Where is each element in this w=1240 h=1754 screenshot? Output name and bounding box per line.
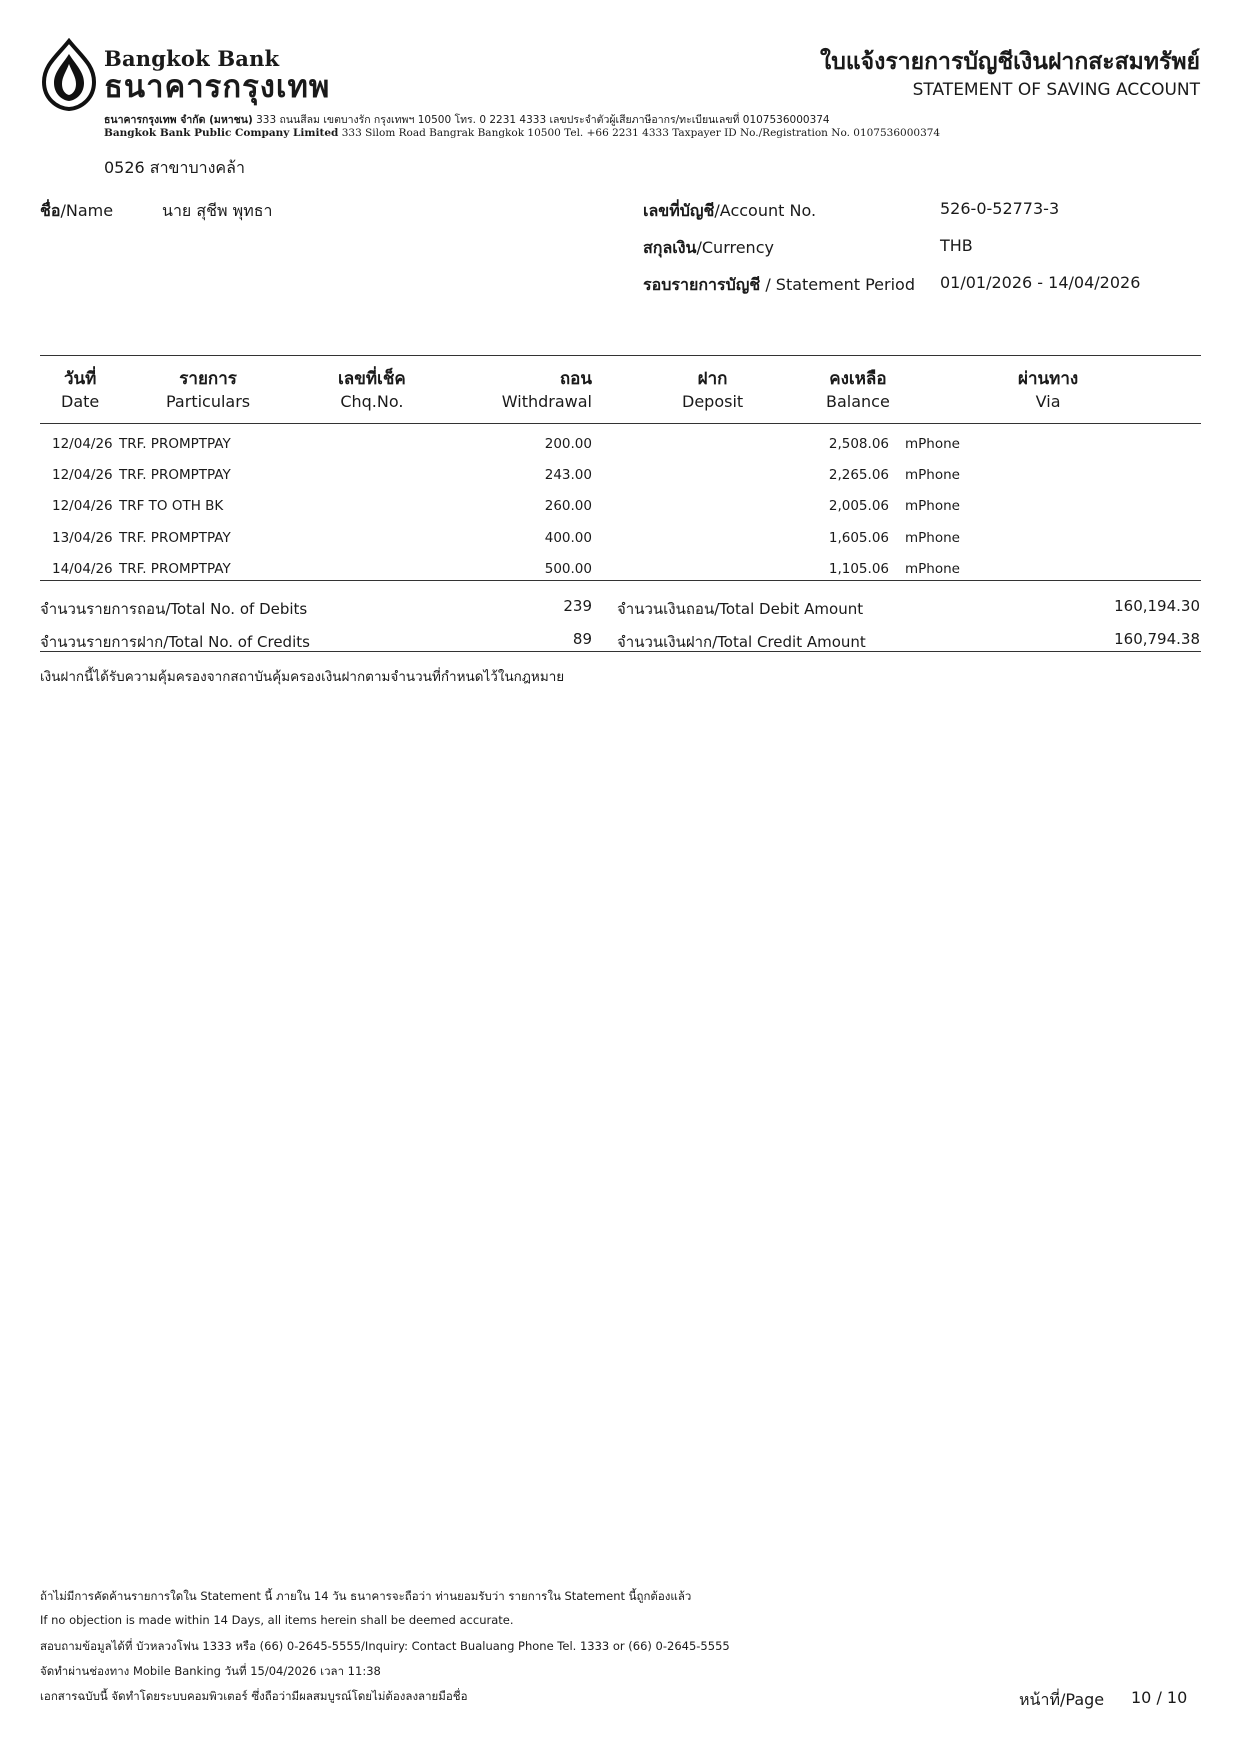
row-balance: 2,508.06 [828, 436, 889, 452]
company-name-en: Bangkok Bank Public Company Limited [104, 127, 339, 139]
statement-period-label [643, 273, 915, 298]
table-row [0, 467, 1240, 495]
column-header-date [61, 365, 99, 411]
lotus-logo-icon [40, 38, 98, 112]
column-header-balance-th: คงเหลือ [829, 369, 887, 389]
deposit-protection-note: เงินฝากนี้ได้รับความคุ้มครองจากสถาบันคุ้มครองเงินฝากตามจำนวนที่กำหนดไว้ในกฎหมาย [40, 669, 565, 685]
page-number: 10 / 10 [1131, 1688, 1188, 1707]
row-via: mPhone [905, 498, 960, 514]
name-label-en: /Name [60, 201, 114, 220]
column-header-cheque-en: Chq.No. [340, 392, 404, 411]
column-header-deposit-en: Deposit [682, 392, 744, 411]
company-address-th [104, 111, 830, 128]
row-particulars: TRF. PROMPTPAY [119, 530, 231, 546]
table-row [0, 530, 1240, 558]
footer-inquiry: สอบถามข้อมูลได้ที่ บัวหลวงโฟน 1333 หรือ (66) 0-2645-5555/Inquiry: Contact Bualuang Phone Tel. 1333 or (66) 0-2645-5555 [40, 1639, 730, 1653]
row-particulars: TRF TO OTH BK [119, 498, 224, 514]
total-credits-count: 89 [572, 630, 592, 648]
row-withdrawal: 500.00 [544, 561, 592, 577]
row-via: mPhone [905, 561, 960, 577]
table-top-rule [40, 355, 1201, 356]
column-header-withdrawal-en: Withdrawal [501, 392, 592, 411]
footer-objection-th: ถ้าไม่มีการคัดค้านรายการใดใน Statement นี้ ภายใน 14 วัน ธนาคารจะถือว่า ท่านยอมรับว่า รายการใน Statement นี้ถูกต้องแล้ว [40, 1589, 692, 1603]
column-header-date-en: Date [61, 392, 100, 411]
total-debits-count: 239 [563, 597, 592, 615]
account-number-label-en: /Account No. [714, 201, 817, 220]
column-header-withdrawal [502, 365, 592, 411]
company-name-th: ธนาคารกรุงเทพ จำกัด (มหาชน) [104, 114, 253, 126]
column-header-date-th: วันที่ [63, 369, 97, 389]
column-header-withdrawal-th: ถอน [559, 369, 592, 389]
name-label [40, 199, 113, 224]
total-credits-label: จำนวนรายการฝาก/Total No. of Credits [40, 633, 310, 651]
column-header-cheque-th: เลขที่เช็ค [338, 369, 406, 389]
address-en-text: 333 Silom Road Bangrak Bangkok 10500 Tel. +66 2231 4333 Taxpayer ID No./Registration No. 0107536000374 [341, 127, 941, 139]
footer-objection-en: If no objection is made within 14 Days, all items herein shall be deemed accurate. [40, 1613, 514, 1627]
table-row [0, 436, 1240, 464]
table-bottom-rule [40, 580, 1201, 581]
account-number-value: 526-0-52773-3 [940, 199, 1060, 218]
total-credit-amount-label: จำนวนเงินฝาก/Total Credit Amount [617, 633, 866, 651]
statement-title-en: STATEMENT OF SAVING ACCOUNT [912, 80, 1200, 100]
row-particulars: TRF. PROMPTPAY [119, 561, 231, 577]
statement-period-label-th: รอบรายการบัญชี [643, 275, 761, 294]
column-header-deposit-th: ฝาก [697, 369, 728, 389]
statement-title-th: ใบแจ้งรายการบัญชีเงินฝากสะสมทรัพย์ [820, 49, 1200, 75]
name-label-th: ชื่อ [40, 201, 61, 220]
row-particulars: TRF. PROMPTPAY [119, 467, 231, 483]
table-header-rule [40, 423, 1201, 424]
column-header-cheque [338, 365, 406, 411]
total-credit-amount: 160,794.38 [1114, 630, 1200, 648]
currency-label-en: /Currency [696, 238, 774, 257]
row-balance: 2,265.06 [828, 467, 889, 483]
account-holder-name: นาย สุชีพ พุทธา [162, 201, 273, 220]
row-date: 12/04/26 [52, 498, 113, 514]
total-debits-label: จำนวนรายการถอน/Total No. of Debits [40, 600, 308, 618]
row-balance: 2,005.06 [828, 498, 889, 514]
row-via: mPhone [905, 436, 960, 452]
column-header-balance [826, 365, 890, 411]
column-header-via-th: ผ่านทาง [1018, 369, 1079, 389]
row-withdrawal: 200.00 [544, 436, 592, 452]
row-date: 12/04/26 [52, 436, 113, 452]
footer-computer-generated: เอกสารฉบับนี้ จัดทำโดยระบบคอมพิวเตอร์ ซึ่งถือว่ามีผลสมบูรณ์โดยไม่ต้องลงลายมือชื่อ [40, 1689, 468, 1703]
row-date: 12/04/26 [52, 467, 113, 483]
total-debit-amount: 160,194.30 [1114, 597, 1200, 615]
column-header-via [1018, 365, 1078, 411]
table-row [0, 498, 1240, 526]
column-header-deposit [682, 365, 743, 411]
table-row [0, 561, 1240, 589]
currency-label [643, 236, 774, 261]
company-address-en [104, 127, 940, 139]
row-balance: 1,105.06 [828, 561, 889, 577]
currency-label-th: สกุลเงิน [643, 238, 697, 257]
total-debit-amount-label: จำนวนเงินถอน/Total Debit Amount [617, 600, 864, 618]
row-withdrawal: 260.00 [544, 498, 592, 514]
statement-period-label-en: / Statement Period [760, 275, 915, 294]
row-balance: 1,605.06 [828, 530, 889, 546]
statement-period-value: 01/01/2026 - 14/04/2026 [940, 273, 1141, 292]
page-label: หน้าที่/Page [1019, 1690, 1105, 1709]
row-withdrawal: 243.00 [544, 467, 592, 483]
row-date: 13/04/26 [52, 530, 113, 546]
column-header-particulars [166, 365, 250, 411]
row-via: mPhone [905, 467, 960, 483]
address-th-text: 333 ถนนสีลม เขตบางรัก กรุงเทพฯ 10500 โทร. 0 2231 4333 เลขประจำตัวผู้เสียภาษีอากร/ทะเบียนเลขที่ 0107536000374 [256, 114, 830, 126]
row-date: 14/04/26 [52, 561, 113, 577]
column-header-particulars-en: Particulars [166, 392, 251, 411]
row-particulars: TRF. PROMPTPAY [119, 436, 231, 452]
column-header-balance-en: Balance [826, 392, 890, 411]
currency-value: THB [940, 236, 973, 255]
row-via: mPhone [905, 530, 960, 546]
account-number-label-th: เลขที่บัญชี [643, 201, 715, 220]
column-header-via-en: Via [1035, 392, 1061, 411]
footer-generated-via: จัดทำผ่านช่องทาง Mobile Banking วันที่ 15/04/2026 เวลา 11:38 [40, 1664, 381, 1678]
row-withdrawal: 400.00 [544, 530, 592, 546]
account-number-label [643, 199, 816, 224]
summary-bottom-rule [40, 651, 1201, 652]
column-header-particulars-th: รายการ [179, 369, 237, 389]
brand-name-en: Bangkok Bank [104, 46, 280, 71]
branch-name: 0526 สาขาบางคล้า [104, 158, 245, 177]
brand-name-th: ธนาคารกรุงเทพ [104, 69, 331, 105]
